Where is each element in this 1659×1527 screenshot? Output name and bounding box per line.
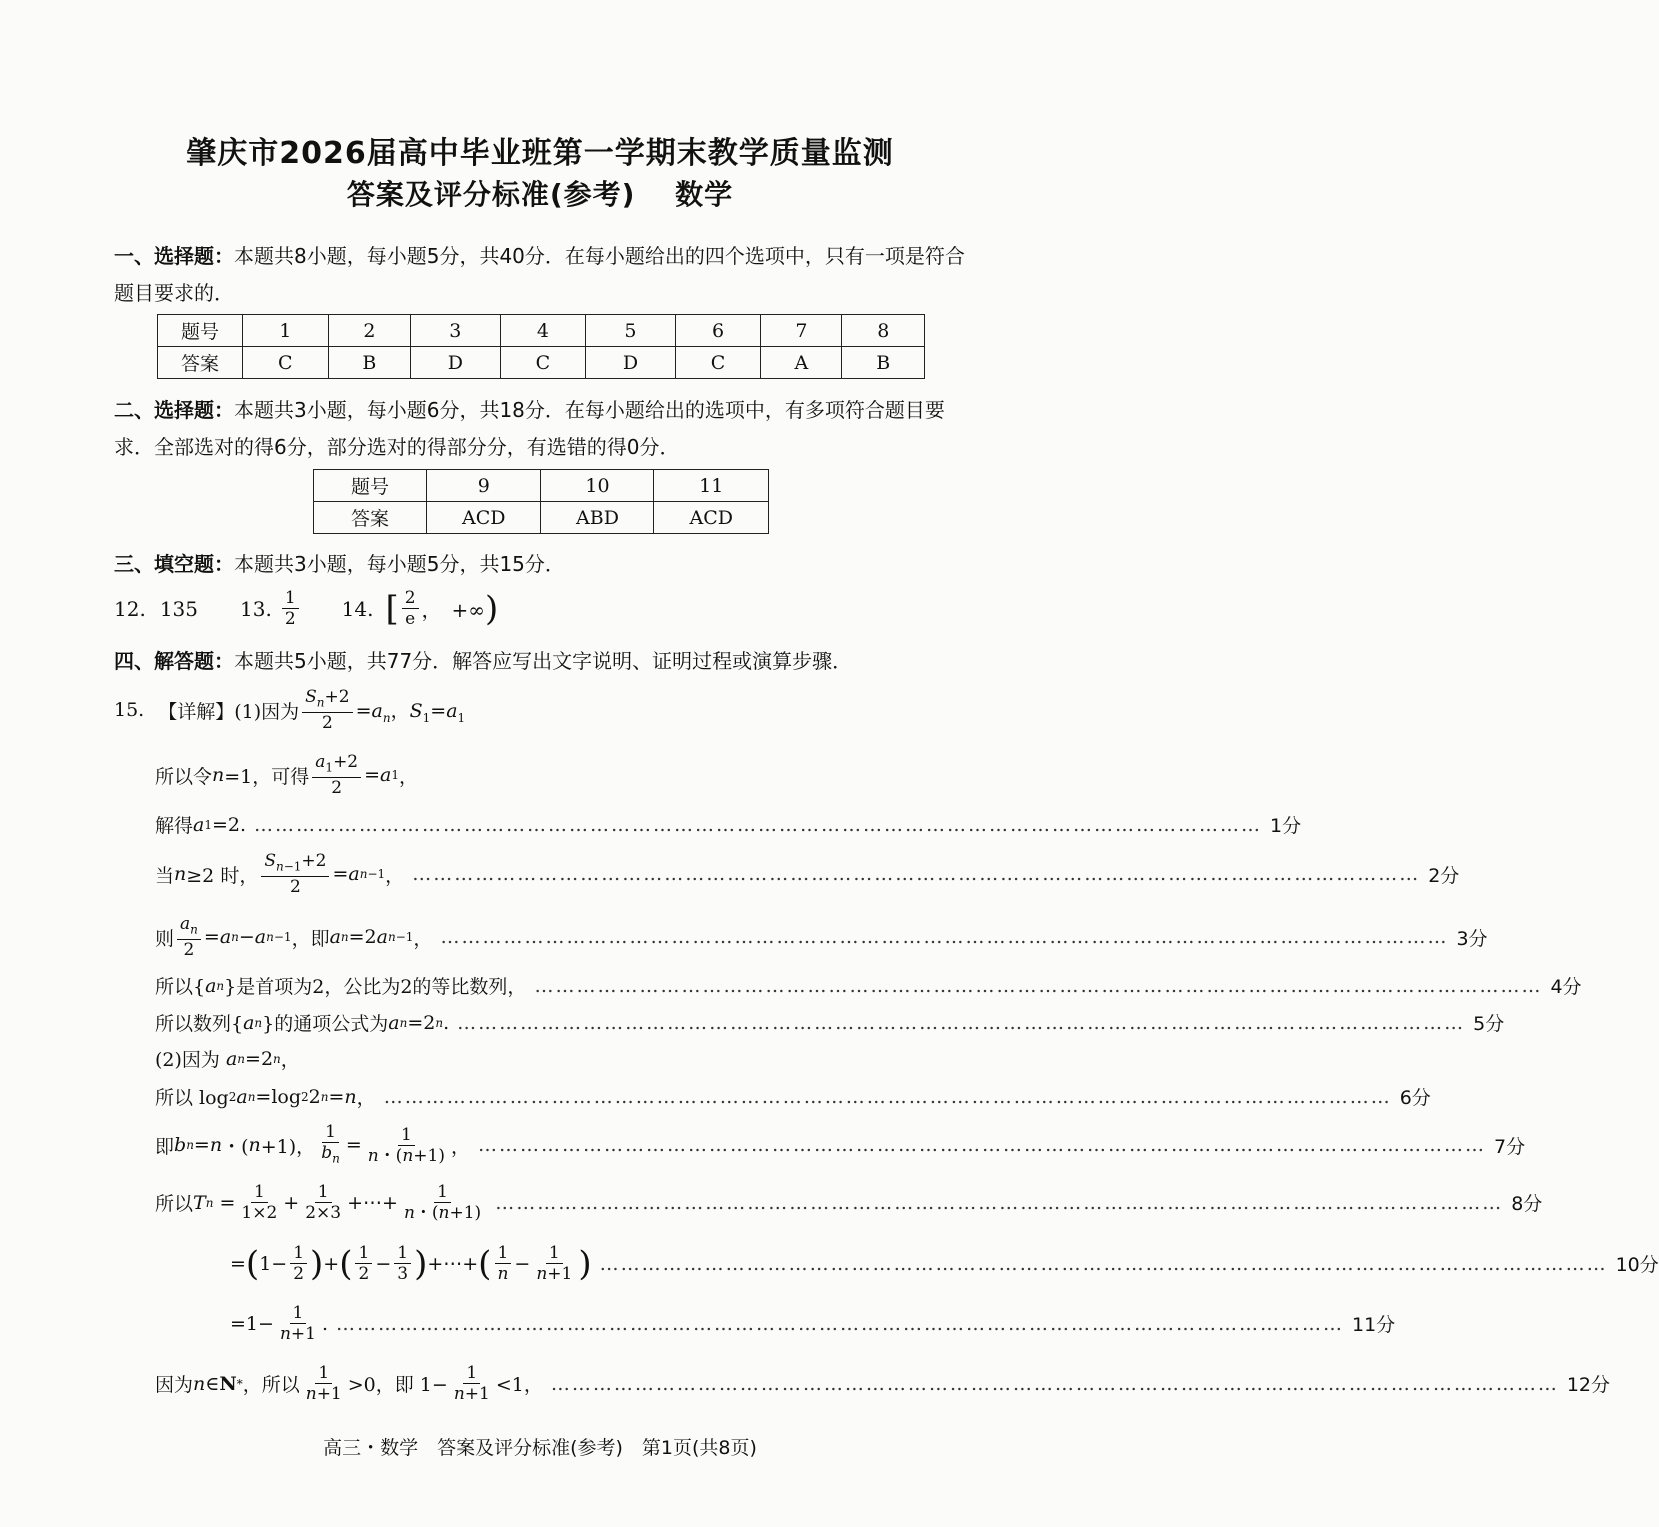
left-bracket-glyph: [ [385, 588, 399, 629]
fraction-denominator: n+1 [453, 1384, 490, 1404]
table-cell: D [411, 347, 500, 379]
fraction-numerator: 1 [355, 1243, 372, 1264]
math-fraction [312, 752, 361, 798]
math-expr: 所以 log 2 a n =log 2 2 n = n ， [155, 1085, 376, 1109]
math-expr: 所以数列{ a n }的通项公式为 a n =2 n . [155, 1011, 450, 1035]
leader-dots: ……………………………………………………………………………………………………………………………… [254, 813, 1263, 836]
section-1-heading: 一、选择题： [114, 244, 234, 268]
table-cell: 2 [328, 315, 410, 347]
page-subtitle: 答案及评分标准(参考) 数学 [346, 178, 734, 211]
fraction-numerator: $S_{n-1}+2$ [261, 851, 329, 877]
section-1-text: 本题共8小题，每小题5分，共40分．在每小题给出的四个选项中，只有一项是符合题目要求的． [114, 244, 965, 305]
leader-dots: ……………………………………………………………………………………………………………………………… [550, 1372, 1559, 1395]
q15-intro [114, 687, 926, 733]
fraction-denominator: 2 [289, 877, 301, 898]
page-footer: 高三・数学 答案及评分标准(参考) 第1页(共8页) [323, 1437, 757, 1459]
section-2-answer-table [313, 469, 769, 534]
fraction-denominator: n+1 [305, 1384, 342, 1404]
math-expr: 所以令 n =1，可得 $\frac{a_1+2}{2}$ = a 1 ， [155, 752, 419, 799]
section-4 [114, 643, 974, 680]
fraction-denominator: n+1 [536, 1264, 573, 1284]
table-cell: B [842, 347, 925, 379]
leader-dots: ……………………………………………………………………………………………………………………………… [336, 1312, 1344, 1335]
fraction-numerator: 1 [290, 1243, 307, 1264]
q15-step [155, 1009, 1505, 1036]
fraction-numerator: 1 [495, 1243, 512, 1264]
q12-label: 12. [114, 596, 146, 621]
math-expr: 即 b n = n ・( n +1)， $\frac{1}{b_n}$ = $\frac{1}{n・(n+1)}$ ， [155, 1122, 470, 1168]
fraction-numerator: 1 [463, 1363, 480, 1384]
fraction-denominator: $b_n$ [321, 1143, 340, 1166]
fraction-denominator: 2 [183, 940, 195, 961]
math-fraction [177, 914, 201, 960]
part2-label: (2)因为 [155, 1049, 220, 1071]
fraction-numerator: $S_n+2$ [302, 687, 352, 713]
leader-dots: ……………………………………………………………………………………………………………………………… [412, 863, 1421, 886]
fraction-denominator: n・(n+1) [403, 1203, 482, 1223]
score-label: 1分 [1270, 815, 1302, 837]
fraction-denominator: 2 [284, 609, 296, 629]
section-4-text: 本题共5小题，共77分．解答应写出文字说明、证明过程或演算步骤． [234, 649, 853, 673]
q14-right: ， +∞ [421, 598, 485, 622]
table-cell: C [675, 347, 761, 379]
table-header-cell: 题号 [314, 470, 427, 502]
table-cell: ACD [654, 502, 769, 534]
fraction-numerator: 1 [394, 1243, 411, 1264]
table-cell: C [243, 347, 329, 379]
fraction-numerator: 1 [434, 1182, 451, 1203]
math-expr: 所以{ a n }是首项为2，公比为2的等比数列， [155, 974, 527, 998]
fraction-denominator: e [405, 609, 416, 629]
score-label: 5分 [1473, 1013, 1505, 1035]
score-label: 11分 [1352, 1314, 1396, 1336]
q15-step [155, 811, 1302, 838]
math-fraction [451, 1363, 493, 1404]
fraction-numerator: 1 [282, 588, 299, 609]
fraction-denominator: 1×2 [241, 1203, 278, 1223]
math-fraction [494, 1243, 511, 1284]
math-fraction [238, 1182, 280, 1223]
table-header-cell: 答案 [158, 347, 243, 379]
fraction-numerator: 1 [251, 1182, 268, 1203]
math-expr: 因为 n ∈ N * ，所以 $\frac{1}{n+1}$ >0，即 1− $\frac{1}{n+1}$ <1， [155, 1363, 543, 1404]
fraction-denominator: 2 [293, 1264, 305, 1284]
section-2-heading: 二、选择题： [114, 398, 234, 422]
fraction-numerator: 1 [398, 1125, 415, 1146]
score-label: 2分 [1428, 864, 1460, 887]
table-cell: 11 [654, 470, 769, 502]
math-fraction [261, 851, 329, 897]
table-cell: ABD [541, 502, 654, 534]
section-2 [114, 392, 974, 466]
math-fraction [394, 1243, 411, 1284]
table-cell: ACD [427, 502, 541, 534]
table-cell: 6 [675, 315, 761, 347]
table-cell: 1 [243, 315, 329, 347]
score-label: 8分 [1511, 1193, 1543, 1215]
table-cell: 5 [586, 315, 675, 347]
q14-fraction [402, 588, 419, 629]
table-cell: B [328, 347, 410, 379]
score-label: 3分 [1456, 927, 1488, 950]
fraction-numerator: 1 [290, 1303, 307, 1324]
q15-detail: 【详解】(1)因为 [158, 700, 300, 723]
leader-dots: ……………………………………………………………………………………………………………………………… [478, 1134, 1486, 1157]
section-3-heading: 三、填空题： [114, 552, 234, 576]
score-label: 12分 [1566, 1374, 1611, 1396]
section-2-text: 本题共3小题，每小题6分，共18分．在每小题给出的选项中，有多项符合题目要求．全部选对的得6分，部分选对的得部分分，有选错的得0分． [114, 398, 945, 459]
math-fraction [355, 1243, 372, 1284]
math-fraction [401, 1182, 484, 1223]
math-expr: 当 n ≥2 时， $\frac{S_{n-1}+2}{2}$ = a n−1 ， [155, 851, 405, 898]
math-fraction [318, 1122, 343, 1168]
fraction-denominator: n+1 [279, 1324, 316, 1344]
table-header-cell: 题号 [158, 315, 243, 347]
q13-label: 13. [240, 596, 272, 621]
fill-in-answers [114, 588, 498, 629]
q15-step [230, 1303, 1396, 1344]
math-expr: 所以 T n = $\frac{1}{1\times 2}$ + $\frac{1}{2\times 3}$ +⋯+ $\frac{1}{n・(n+1)}$ [155, 1182, 487, 1223]
math-fraction [365, 1125, 448, 1166]
fraction-denominator: 2×3 [305, 1203, 342, 1223]
fraction-denominator: 2 [331, 778, 343, 799]
table-cell: C [500, 347, 586, 379]
leader-dots: ……………………………………………………………………………………………………………………………… [383, 1085, 1392, 1108]
q14-label: 14. [341, 596, 374, 621]
table-cell: 9 [427, 470, 541, 502]
fraction-numerator: 1 [546, 1243, 563, 1264]
fraction-denominator: 2 [321, 713, 333, 734]
fraction-denominator: 2 [358, 1264, 370, 1284]
fraction-numerator: $a_n$ [177, 914, 201, 940]
math-fraction [290, 1243, 307, 1284]
score-label: 4分 [1550, 976, 1582, 998]
table-cell: 3 [411, 315, 500, 347]
section-1-answer-table [157, 314, 925, 379]
math-expr: = ( 1− $\frac{1}{2}$ ) + ( $\frac{1}{2}$ − $\frac{1}{3}$ ) +⋯+ ( $\frac{1}{n}$ − $\frac{1}{n+1}$ ) [230, 1243, 592, 1284]
table-cell: D [586, 347, 675, 379]
score-label: 10分 [1615, 1254, 1659, 1276]
math-expr: 解得 a 1 =2. [155, 813, 247, 837]
leader-dots: ……………………………………………………………………………………………………………………………… [440, 926, 1449, 949]
score-label: 6分 [1399, 1087, 1431, 1109]
math-fraction [533, 1243, 575, 1284]
right-paren-glyph: ) [484, 588, 499, 629]
page-title: 肇庆市2026届高中毕业班第一学期末教学质量监测 [186, 136, 894, 171]
leader-dots: ……………………………………………………………………………………………………………………………… [599, 1252, 1608, 1275]
fraction-numerator: 1 [322, 1122, 339, 1143]
math-expr: $=a_n$，$S_1=a_1$ [355, 699, 466, 725]
section-3 [114, 546, 974, 583]
q15-step [155, 851, 1460, 898]
section-3-text: 本题共3小题，每小题5分，共15分． [234, 552, 565, 576]
math-expr: =1− $\frac{1}{n+1}$ . [230, 1303, 328, 1344]
q13-fraction [282, 588, 299, 629]
section-1 [114, 238, 974, 312]
fraction-denominator: n [497, 1264, 509, 1284]
math-fraction [302, 1182, 344, 1223]
q15-step [155, 1083, 1431, 1110]
section-4-heading: 四、解答题： [114, 649, 234, 673]
leader-dots: ……………………………………………………………………………………………………………………………… [457, 1011, 1466, 1034]
table-cell: 7 [761, 315, 842, 347]
q15-step [155, 914, 1488, 961]
fraction-denominator: 3 [397, 1264, 409, 1284]
table-header-cell: 答案 [314, 502, 427, 534]
q15-step [155, 1045, 967, 1072]
math-fraction [277, 1303, 319, 1344]
q15-step [155, 752, 967, 798]
q15-label: 15. [114, 699, 145, 722]
fraction-numerator: 2 [402, 588, 419, 609]
fraction-numerator: 1 [315, 1363, 332, 1384]
q12-answer: 135 [159, 596, 198, 621]
math-fraction [302, 687, 352, 733]
q15-step [155, 1122, 1526, 1168]
fraction-numerator: 1 [315, 1182, 332, 1203]
leader-dots: ……………………………………………………………………………………………………………………………… [495, 1191, 1504, 1214]
fraction-denominator: n・(n+1) [367, 1145, 445, 1166]
fraction-numerator: $a_1+2$ [312, 752, 361, 778]
q15-step [155, 972, 1582, 999]
table-cell: 8 [842, 315, 925, 347]
table-cell: 10 [541, 470, 654, 502]
q15-step [155, 1182, 1543, 1223]
q15-step [230, 1243, 1659, 1284]
math-expr: 则 $\frac{a_n}{2}$ = a n − a n−1 ，即 a n =2 a n−1 ， [155, 914, 433, 961]
score-label: 7分 [1494, 1135, 1526, 1158]
q15-step [155, 1363, 1611, 1404]
table-cell: A [761, 347, 842, 379]
leader-dots: ……………………………………………………………………………………………………………………………… [534, 974, 1543, 997]
table-cell: 4 [500, 315, 586, 347]
math-fraction [303, 1363, 345, 1404]
math-expr: (2)因为 a n =2 n ， [155, 1045, 300, 1072]
